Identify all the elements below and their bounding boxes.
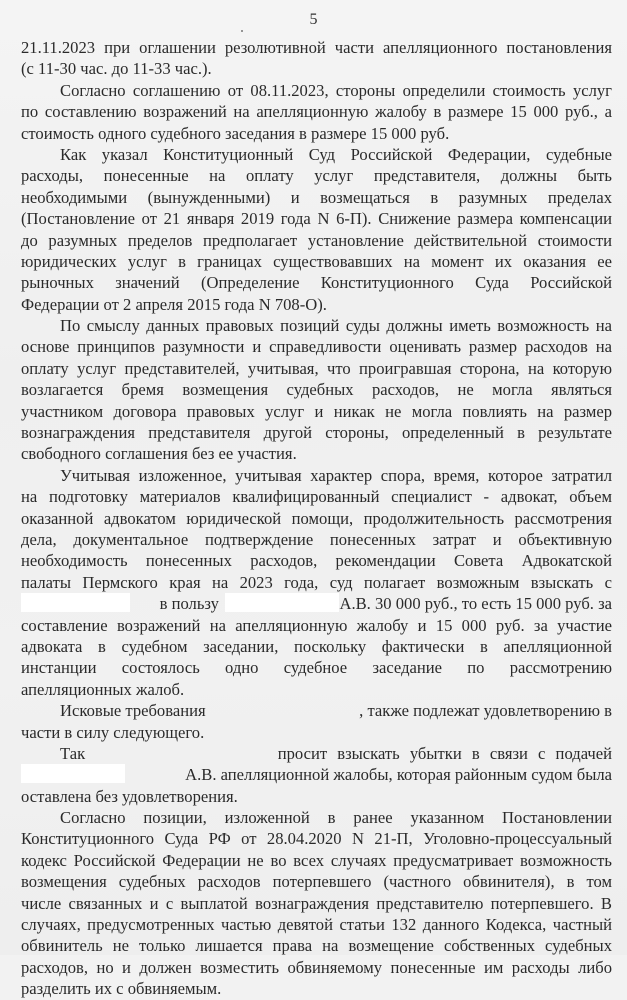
text-line: (с 11-30 час. до 11-33 час.). — [21, 59, 212, 79]
text-line-redacted — [21, 764, 612, 785]
text-line: до разумных пределов предполагает установление действительной стоимости — [21, 230, 612, 250]
text-line: случаях, предусмотренных частью девятой статьи 132 данного Кодекса, частный — [21, 915, 612, 935]
text-line: палаты Пермского края на 2023 года, суд полагает возможным взыскать с — [21, 572, 612, 592]
page-number: 5 — [309, 11, 318, 28]
text-line: (Постановление от 21 января 2019 года N 6-П). Снижение размера компенсации — [21, 209, 612, 229]
paragraph-verdict-time — [21, 37, 612, 80]
document-body — [21, 37, 612, 1000]
text-line: расходы, понесенные на оплату услуг представителя, должны быть — [21, 166, 612, 186]
text-line-redacted — [21, 593, 612, 614]
paragraph-court-award — [21, 465, 612, 700]
text-segment: А.В. 30 000 руб., то есть 15 000 руб. за — [339, 594, 612, 614]
text-line: составление возражений на апелляционную жалобу и 15 000 руб. за участие — [21, 615, 612, 635]
text-line: юридических услуг в границах существовавших на момент их оказания ее — [21, 251, 612, 271]
text-line: По смыслу данных правовых позиций суды должны иметь возможность на — [60, 316, 612, 336]
text-line: Согласно позиции, изложенной в ранее указанном Постановлении — [60, 808, 612, 828]
text-line: кодекс Российской Федерации не во всех случаях предусматривает возможность — [21, 850, 612, 870]
text-line: на подготовку материалов квалифицированный специалист - адвокат, объем — [21, 487, 612, 507]
paragraph-legal-positions — [21, 315, 612, 465]
text-line: свободного соглашения без ее участия. — [21, 444, 297, 464]
text-line: расходов, но и должен возместить обвиняемому понесенные им расходы либо — [21, 957, 612, 977]
redaction-box — [210, 700, 360, 719]
text-line: Учитывая изложенное, учитывая характер спора, время, которое затратил — [60, 465, 612, 485]
text-line: возлагается бремя возмещения судебных расходов, не могла являться — [21, 380, 612, 400]
text-line: основе принципов разумности и справедливости оценивать размер расходов на — [21, 337, 612, 357]
text-line: апелляционных жалоб. — [21, 679, 185, 699]
text-line: рыночных значений (Определение Конституционного Суда Российской — [21, 273, 612, 293]
text-segment: Так — [60, 743, 86, 763]
text-segment: Исковые требования — [60, 701, 206, 721]
text-line-redacted — [21, 743, 612, 764]
text-line: оплату услуг представителей, учитывая, что проигравшая сторона, на которую — [21, 358, 612, 378]
text-line: Согласно соглашению от 08.11.2023, стороны определили стоимость услуг — [60, 80, 612, 100]
text-line: части в силу следующего. — [21, 722, 205, 742]
paragraph-agreement — [21, 80, 612, 144]
text-line: инстанции состоялось одно судебное заседание по рассмотрению — [21, 658, 612, 678]
text-line-redacted — [21, 700, 612, 721]
text-line: дела, документальное подтверждение понесенных затрат и объективную — [21, 529, 612, 549]
text-line: адвоката в судебном заседании, поскольку фактически в апелляционной — [21, 636, 612, 656]
redaction-box — [225, 593, 340, 612]
text-line: участником договора правовых услуг и никак не могла повлиять на размер — [21, 401, 612, 421]
text-segment: просит взыскать убытки в связи с подачей — [277, 743, 612, 763]
paragraph-constitutional-court — [21, 144, 612, 315]
text-line: Конституционного Суда РФ от 28.04.2020 N 21-П, Уголовно-процессуальный — [21, 829, 612, 849]
text-line: необходимость понесенных расходов, рекомендации Совета Адвокатской — [21, 551, 612, 571]
text-line: возмещения судебных расходов потерпевшего (частного обвинителя), в том — [21, 872, 612, 892]
text-line: вознаграждения представителя другой стороны, определенный в результате — [21, 423, 612, 443]
redaction-box — [21, 593, 130, 612]
scan-speck — [241, 30, 243, 32]
paragraph-damages — [21, 743, 612, 807]
redaction-box — [93, 743, 243, 762]
text-line: оказанной адвокатом юридической помощи, продолжительность рассмотрения — [21, 508, 612, 528]
text-line: разделить их с обвиняемым. — [21, 979, 222, 999]
text-line: 21.11.2023 при оглашении резолютивной части апелляционного постановления — [21, 38, 612, 57]
redaction-box — [21, 764, 125, 783]
text-segment: в пользу — [159, 594, 219, 614]
text-line: по составлению возражений на апелляционную жалобу в размере 15 000 руб., а — [21, 102, 612, 122]
text-segment: А.В. апелляционной жалобы, которая районным судом была — [185, 765, 612, 785]
text-line: необходимыми (вынужденными) и возмещаться в разумных пределах — [21, 187, 612, 207]
text-line: обвинитель не только лишается права на возмещение собственных судебных — [21, 936, 612, 956]
text-line: Федерации от 2 апреля 2015 года N 708-О). — [21, 294, 327, 314]
text-line: числе связанных и с выплатой вознаграждения представителю потерпевшего. В — [21, 893, 612, 913]
text-line: Как указал Конституционный Суд Российской Федерации, судебные — [60, 144, 612, 164]
text-line: оставлена без удовлетворения. — [21, 786, 238, 806]
text-segment: , также подлежат удовлетворению в — [359, 701, 612, 721]
text-line: стоимость одного судебного заседания в размере 15 000 руб. — [21, 123, 450, 143]
paragraph-criminal-procedure — [21, 807, 612, 1000]
paragraph-claims — [21, 700, 612, 743]
